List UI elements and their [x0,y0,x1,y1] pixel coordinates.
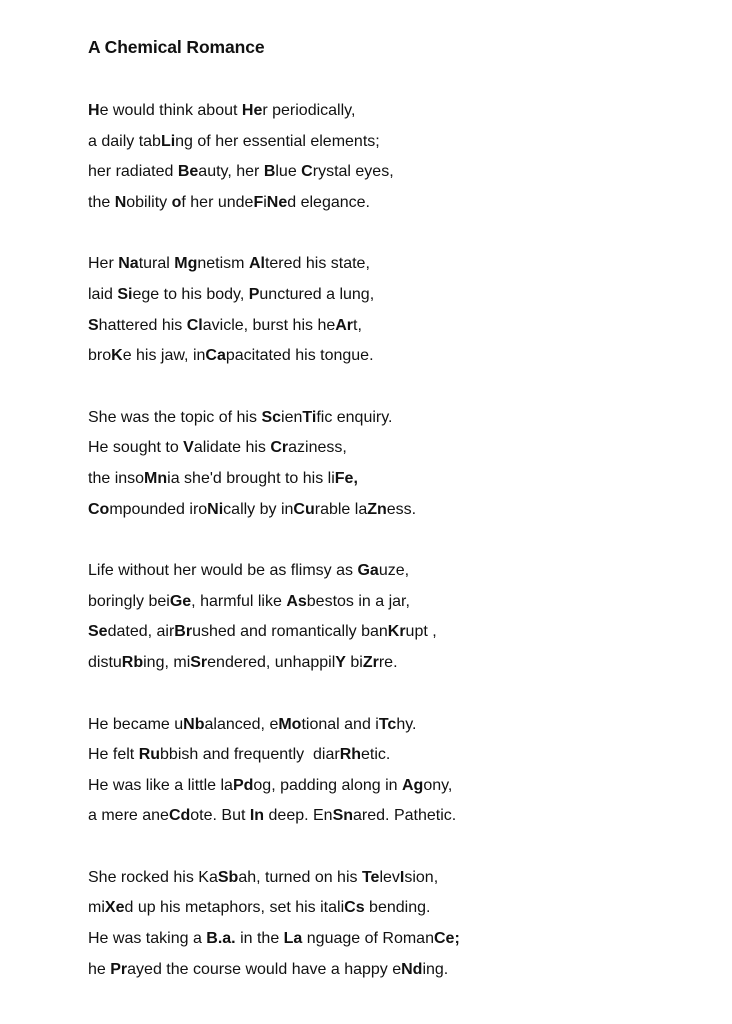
line-text: uze, [378,562,410,580]
stanza [88,403,708,525]
element-symbol: S [88,316,99,334]
line-text: bending. [364,899,431,917]
line-text: etic. [361,746,391,764]
line-text: upt , [405,623,437,641]
line-text: mi [88,899,105,917]
poem-line [88,924,708,955]
element-symbol: Ar [335,316,354,334]
poem-body [88,96,708,985]
line-text: mpounded iro [109,500,208,518]
line-text: her radiated [88,163,178,181]
poem-line [88,403,708,434]
element-symbol: Sc [261,408,282,426]
stanza [88,249,708,371]
poem-line [88,587,708,618]
line-text: She rocked his Ka [88,868,218,886]
line-text: ote. But [190,807,250,825]
line-text: He became u [88,715,184,733]
element-symbol: Co [88,500,110,518]
element-symbol: Tc [378,715,397,733]
poem-line [88,341,708,372]
element-symbol: Xe [104,899,125,917]
element-symbol: Cs [344,899,365,917]
line-text: r periodically, [262,102,356,119]
line-text: Her [88,255,119,273]
poem-line [88,556,708,587]
element-symbol: Cu [293,500,315,518]
line-text: d elegance. [287,193,370,211]
line-text: distu [88,653,122,671]
element-symbol: H [88,102,100,119]
element-symbol: Rb [121,653,144,671]
line-text: i [263,193,267,211]
element-symbol: Mo [278,715,302,733]
element-symbol: Te [361,868,380,886]
line-text: pacitated his tongue. [225,347,374,365]
element-symbol: Ga [357,562,379,580]
element-symbol: Se [88,623,108,641]
line-text: ng of her essential elements; [175,132,380,150]
line-text: bro [88,347,112,365]
element-symbol: Ti [302,408,317,426]
line-text: a daily tab [88,132,161,150]
line-text: tered his state, [264,255,370,273]
line-text: tional and i [301,715,379,733]
element-symbol: Zr [362,653,379,671]
element-symbol: Si [117,285,133,303]
line-text: ien [281,408,303,426]
line-text: He sought to [88,439,184,457]
element-symbol: Mn [144,469,168,487]
element-symbol: Be [177,163,199,181]
line-text: ared. Pathetic. [353,807,457,825]
line-text: netism [197,255,249,273]
poem-line [88,464,708,495]
line-text: dated, air [107,623,175,641]
line-text: She was the topic of his [88,408,262,426]
element-symbol: Ne [266,193,288,211]
element-symbol: B [263,163,276,181]
line-text: lev [379,868,400,886]
element-symbol: Cd [168,807,191,825]
element-symbol: Nb [183,715,205,733]
poem-line [88,495,708,526]
element-symbol: N [114,193,127,211]
element-symbol: Y [335,653,346,671]
line-text: He felt [88,746,139,764]
line-text: aziness, [288,439,347,457]
line-text: the inso [88,469,145,487]
line-text: unctured a lung, [259,285,375,303]
poem-line [88,249,708,280]
element-symbol: Al [248,255,265,273]
poem-line [88,617,708,648]
line-text: e his jaw, in [122,347,206,365]
line-text: d up his metaphors, set his itali [124,899,345,917]
element-symbol: Ge [169,592,192,610]
element-symbol: I [399,868,405,886]
element-symbol: Pd [232,776,254,794]
element-symbol: Pr [110,960,128,978]
element-symbol: Sr [190,653,208,671]
line-text: He was taking a [88,930,207,948]
line-text: hattered his [98,316,187,334]
line-text: ess. [386,500,417,518]
line-text: ushed and romantically ban [192,623,388,641]
element-symbol: P [248,285,260,303]
element-symbol: Ca [205,347,226,365]
poem-page [88,34,708,1016]
stanza [88,96,708,218]
poem-line [88,96,708,127]
element-symbol: He [241,102,263,119]
line-text: t, [353,316,362,334]
poem-line [88,771,708,802]
element-symbol: Rh [339,746,362,764]
line-text: Life without her would be as flimsy as [88,562,358,580]
line-text: He was like a little la [88,776,233,794]
poem-line [88,127,708,158]
element-symbol: Zn [367,500,387,518]
element-symbol: V [183,439,194,457]
line-text: endered, unhappil [207,653,336,671]
element-symbol: Li [160,132,176,150]
line-text: alidate his [193,439,271,457]
poem-line [88,311,708,342]
line-text: re. [378,653,398,671]
line-text: ege to his body, [132,285,249,303]
line-text: nguage of Roman [302,930,434,948]
line-text: the [88,193,115,211]
poem-line [88,893,708,924]
line-text: boringly bei [88,592,170,610]
element-symbol: Sn [332,807,354,825]
element-symbol: Br [174,623,193,641]
element-symbol: As [286,592,307,610]
element-symbol: In [249,807,265,825]
poem-line [88,710,708,741]
line-text: bi [345,653,363,671]
poem-line [88,648,708,679]
element-symbol: Ag [401,776,424,794]
element-symbol: K [111,347,123,365]
poem-line [88,955,708,986]
line-text: cally by in [223,500,294,518]
line-text: deep. En [264,807,333,825]
line-text: he [88,960,111,978]
line-text: lue [275,163,302,181]
line-text: laid [88,285,118,303]
line-text: ayed the course would have a happy e [127,960,402,978]
poem-title: A Chemical Romance [88,37,265,57]
element-symbol: Cr [270,439,289,457]
poem-line [88,801,708,832]
line-text: og, padding along in [253,776,402,794]
line-text: sion, [404,868,439,886]
line-text: bbish and frequently diar [160,746,340,764]
element-symbol: Cl [186,316,203,334]
line-text: ing, mi [143,653,191,671]
line-text: rystal eyes, [312,163,394,181]
line-text: ah, turned on his [238,868,362,886]
element-symbol: Sb [217,868,239,886]
element-symbol: Fe, [334,469,358,487]
poem-line [88,157,708,188]
line-text: ia she'd brought to his li [167,469,335,487]
line-text: in the [235,930,284,948]
element-symbol: Kr [387,623,406,641]
line-text: rable la [314,500,368,518]
poem-line [88,280,708,311]
line-text: obility [126,193,172,211]
line-text: alanced, e [204,715,279,733]
line-text: e would think about [99,102,242,119]
element-symbol: B.a. [206,930,236,948]
element-symbol: Na [118,255,139,273]
line-text: , harmful like [191,592,287,610]
stanza [88,863,708,985]
element-symbol: F [253,193,264,211]
line-text: ony, [423,776,453,794]
line-text: a mere ane [88,807,169,825]
element-symbol: o [171,193,182,211]
poem-line [88,433,708,464]
line-text: bestos in a jar, [306,592,410,610]
line-text: auty, her [198,163,264,181]
element-symbol: La [283,930,303,948]
poem-line [88,863,708,894]
line-text: ing. [422,960,449,978]
poem-line [88,188,708,219]
line-text: f her unde [181,193,254,211]
line-text: hy. [396,715,417,733]
element-symbol: Ni [207,500,224,518]
element-symbol: Mg [174,255,198,273]
line-text: tural [138,255,175,273]
line-text: avicle, burst his he [202,316,336,334]
poem-line [88,740,708,771]
element-symbol: Nd [401,960,423,978]
stanza [88,710,708,832]
line-text: fic enquiry. [316,408,393,426]
element-symbol: Ce; [433,930,460,948]
element-symbol: Ru [138,746,161,764]
element-symbol: C [301,163,313,181]
stanza [88,556,708,678]
